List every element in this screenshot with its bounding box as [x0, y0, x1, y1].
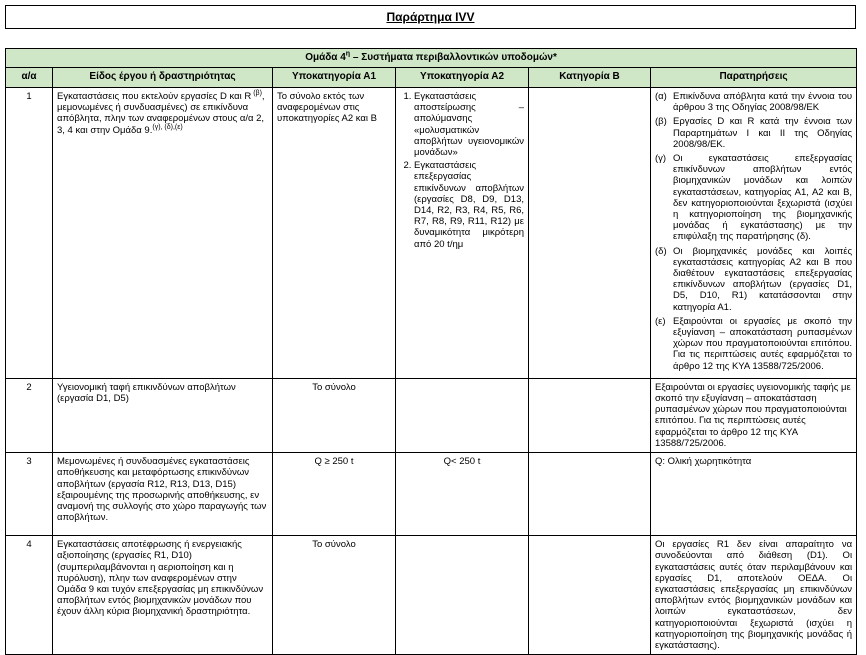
subcategory-a1-cell: Το σύνολο εκτός των αναφερομένων στις υποκατηγορίες Α2 και Β	[273, 88, 396, 379]
col-header-a1: Υποκατηγορία Α1	[273, 68, 396, 88]
remarks-cell: Οι εργασίες R1 δεν είναι απαραίτητο να συνοδεύονται από διάθεση (D1). Οι εγκαταστάσεις αυτές όταν περιλαμβάνουν και εργασίες D1, αποτελούν ΟΕΔΑ. Οι εγκαταστάσεις επεξεργασίας μη επικινδύνων αποβλήτων εντός βιομηχανικών μονάδων και λοιπών εγκαταστάσεων, δεν κατηγοριοποιούνται ξεχωριστά (ισχύει η κατηγοριοποίηση της βιομηχανικής μονάδας ή εγκατάστασης).	[651, 536, 857, 655]
note-item: (δ) Οι βιομηχανικές μονάδες και λοιπές εγκαταστάσεις κατηγορίας Α2 και Β που διαθέτουν εγκαταστάσεις επεξεργασίας επικίνδυνων αποβλήτων (εργασίες D1, D5, D10, R1) κατατάσσονται στην κατηγορία Α1.	[655, 245, 853, 313]
project-type-cell: Εγκαταστάσεις αποτέφρωσης ή ενεργειακής αξιοποίησης (εργασίες R1, D10) (συμπεριλαμβάνονται η αεριοποίηση και η πυρόλυση), πλην των αναφερομένων στην Ομάδα 9 και τυχόν επεξεργασίας μη επικινδύνων αποβλήτων εντός βιομηχανικών μονάδων που έχουν άλλη κύρια βιομηχανική δραστηριότητα.	[53, 536, 273, 655]
row-number: 3	[6, 453, 53, 536]
note-item: (γ) Οι εγκαταστάσεις επεξεργασίας επικίνδυνων αποβλήτων εντός βιομηχανικών μονάδων και λοιπών εγκαταστάσεων, κατηγορίας Α1, Α2 και Β, δεν κατηγοριοποιούνται ξεχωριστά (ισχύει η κατηγοριοποίηση της βιομηχανικής μονάδας ή εγκατάστασης) με την επιφύλαξη της παρατήρησης (δ).	[655, 153, 853, 243]
project-type-cell: Μεμονωμένες ή συνδυασμένες εγκαταστάσεις αποθήκευσης και μεταφόρτωσης επικινδύνων αποβλήτων (εργασία R12, R13, D13, D15) εξαιρουμένης της προσωρινής αποθήκευσης, εν αναμονή της συλλογής στο χώρο παραγωγής των αποβλήτων.	[53, 453, 273, 536]
col-header-a2: Υποκατηγορία Α2	[396, 68, 529, 88]
table-row	[6, 88, 857, 379]
subcategory-a2-cell	[396, 88, 529, 379]
remarks-cell	[651, 88, 857, 379]
category-b-cell	[529, 453, 651, 536]
subcategory-a1-cell: Q ≥ 250 t	[273, 453, 396, 536]
classification-table	[5, 48, 857, 655]
subcategory-a2-cell	[396, 536, 529, 655]
category-b-cell	[529, 88, 651, 379]
col-header-remarks: Παρατηρήσεις	[651, 68, 857, 88]
subcategory-a2-cell	[396, 378, 529, 452]
col-header-b: Κατηγορία Β	[529, 68, 651, 88]
group-title: Ομάδα $4^\eta$ – Συστήματα περιβαλλοντικών υποδομών*	[6, 49, 857, 68]
row-number: 1	[6, 88, 53, 379]
row-number: 2	[6, 378, 53, 452]
category-b-cell	[529, 536, 651, 655]
a2-list-item: 2. Εγκαταστάσεις επεξεργασίας επικίνδυνων αποβλήτων (εργασίες D8, D9, D13, D14, R2, R3, R4, R5, R6, R7, R8, R9, R11, R12) με δυναμικότητα μικρότερη από 20 t/ημ	[414, 160, 524, 250]
remarks-cell: Εξαιρούνται οι εργασίες υγειονομικής ταφής με σκοπό την εξυγίανση – αποκατάσταση ρυπασμένων χώρων που πραγματοποιούνται επιτόπου. Για τις περιπτώσεις αυτές εφαρμόζεται το άρθρο 12 της ΚΥΑ 13588/725/2006.	[651, 378, 857, 452]
category-b-cell	[529, 378, 651, 452]
col-header-type: Είδος έργου ή δραστηριότητας	[53, 68, 273, 88]
note-item: (β) Εργασίες D και R κατά την έννοια των Παραρτημάτων Ι και ΙΙ της Οδηγίας 2008/98/ΕΚ.	[655, 116, 853, 150]
subcategory-a1-cell: Το σύνολο	[273, 536, 396, 655]
a2-list-item: 1. Εγκαταστάσεις αποστείρωσης – απολύμανσης «μολυσματικών αποβλήτων υγειονομικών μονάδων»	[414, 91, 524, 158]
row-number: 4	[6, 536, 53, 655]
subcategory-a2-cell: Q< 250 t	[396, 453, 529, 536]
column-header-row	[6, 68, 857, 88]
note-item: (ε) Εξαιρούνται οι εργασίες με σκοπό την εξυγίανση – αποκατάσταση ρυπασμένων χώρων που πραγματοποιούνται επιτόπου. Για τις περιπτώσεις αυτές εφαρμόζεται το άρθρο 12 της ΚΥΑ 13588/725/2006.	[655, 315, 853, 372]
note-item: (α) Επικίνδυνα απόβλητα κατά την έννοια του άρθρου 3 της Οδηγίας 2008/98/ΕΚ	[655, 91, 853, 114]
table-row	[6, 536, 857, 655]
annex-title: Παράρτημα IVV	[5, 5, 856, 29]
table-row	[6, 378, 857, 452]
project-type-cell: Εγκαταστάσεις που εκτελούν εργασίες D και R $^{(\beta)}$, μεμονωμένες ή συνδυασμένες) σε επικίνδυνα απόβλητα, πλην των αναφερομένων στους α/α 2, 3, 4 και στην Ομάδα 9.$^{(\gamma), (\delta),(\varepsilon)}$	[53, 88, 273, 379]
group-header-row	[6, 49, 857, 68]
remarks-cell: Q: Ολική χωρητικότητα	[651, 453, 857, 536]
project-type-cell: Υγειονομική ταφή επικινδύνων αποβλήτων (εργασία D1, D5)	[53, 378, 273, 452]
table-row	[6, 453, 857, 536]
col-header-aa: α/α	[6, 68, 53, 88]
subcategory-a1-cell: Το σύνολο	[273, 378, 396, 452]
